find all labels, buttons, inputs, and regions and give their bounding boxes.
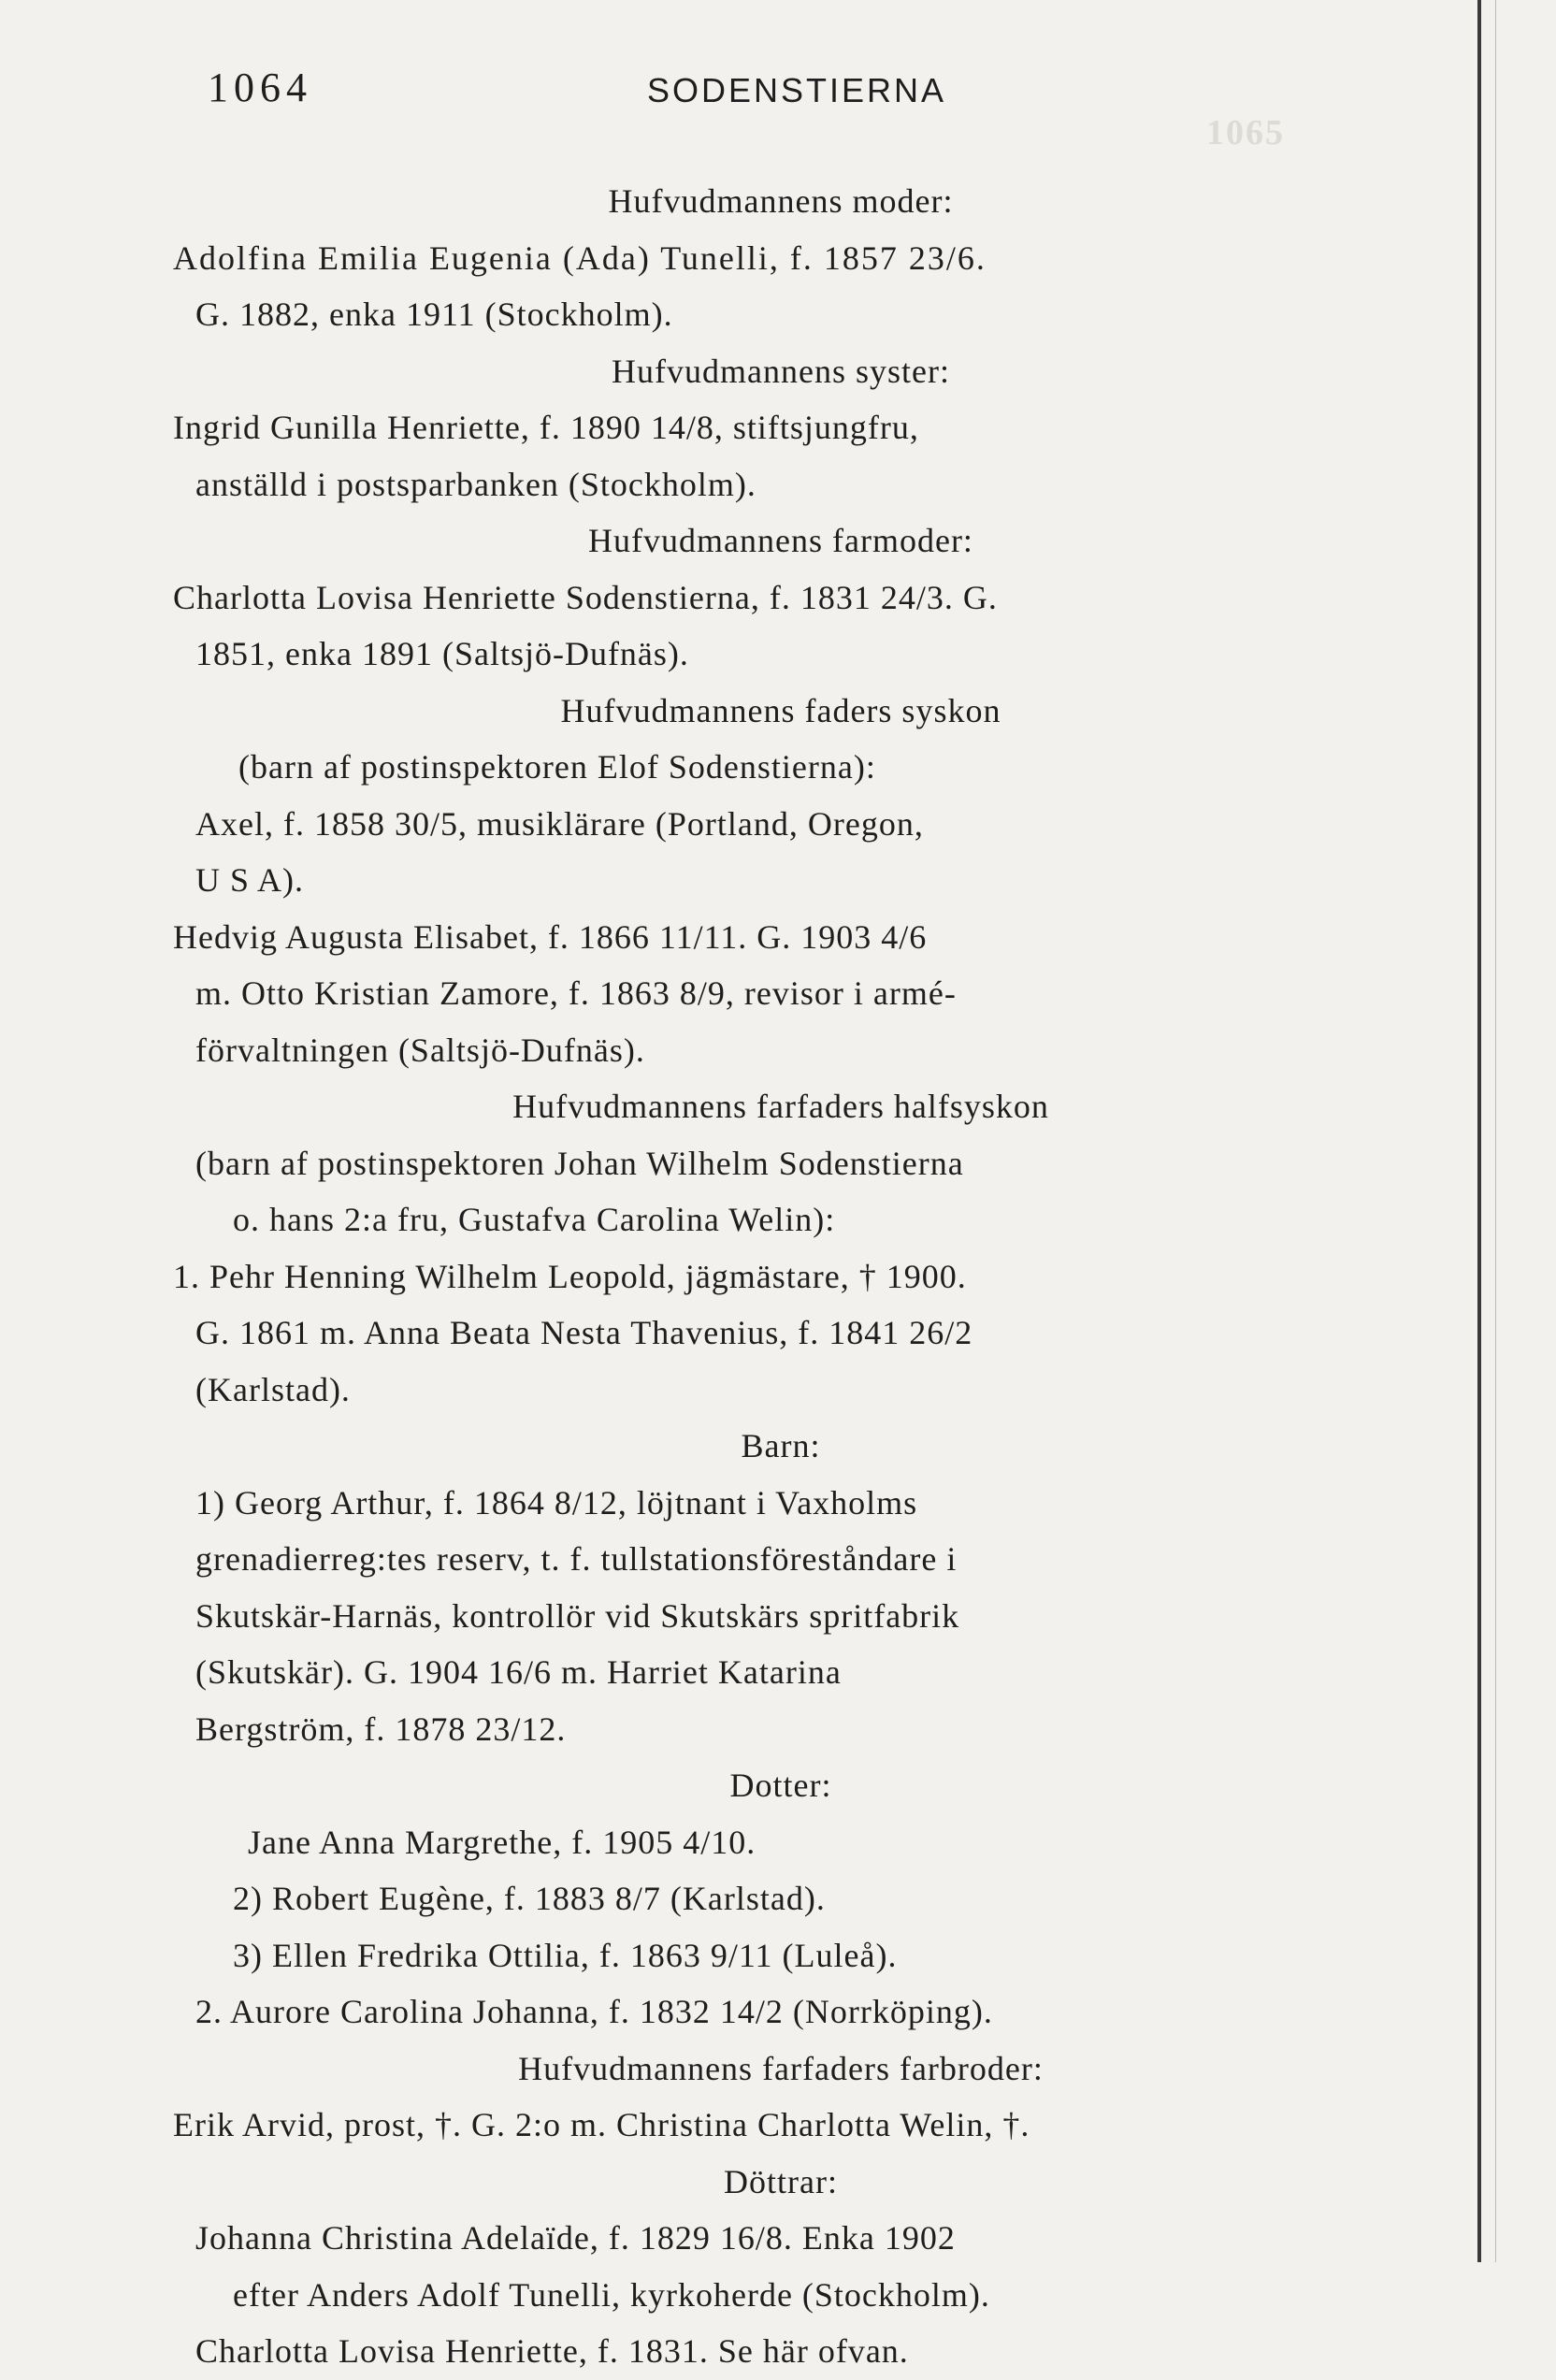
text-line: grenadierreg:tes reserv, t. f. tullstationsföreståndare i [195,1540,958,1578]
text-body [173,173,1389,2380]
page-edge [1477,0,1481,2262]
text-line: G. 1861 m. Anna Beata Nesta Thavenius, f. 1841 26/2 [195,1314,973,1351]
text-line: m. Otto Kristian Zamore, f. 1863 8/9, revisor i armé- [195,974,957,1012]
page-edge-line [1495,0,1496,2262]
text-line: 2) Robert Eugène, f. 1883 8/7 (Karlstad). [233,1880,826,1917]
text-line: Charlotta Lovisa Henriette, f. 1831. Se här ofvan. [195,2332,909,2370]
text-line: Hufvudmannens farmoder: [588,522,973,559]
text-line: Hedvig Augusta Elisabet, f. 1866 11/11. G. 1903 4/6 [173,917,928,956]
text-line: 1) Georg Arthur, f. 1864 8/12, löjtnant i Vaxholms [195,1483,918,1522]
text-line: Charlotta Lovisa Henriette Sodenstierna, f. 1831 24/3. G. [173,578,998,616]
text-line: (Skutskär). G. 1904 16/6 m. Harriet Katarina [195,1653,842,1691]
text-line: 2. Aurore Carolina Johanna, f. 1832 14/2 (Norrköping). [195,1993,993,2030]
text-line: Döttrar: [724,2162,838,2200]
text-line: Hufvudmannens farfaders halfsyskon [512,1088,1049,1125]
text-line: 1851, enka 1891 (Saltsjö-Dufnäs). [195,635,689,672]
text-line: efter Anders Adolf Tunelli, kyrkoherde (Stockholm). [233,2275,990,2314]
text-line: U S A). [195,861,305,899]
text-line: Ingrid Gunilla Henriette, f. 1890 14/8, stiftsjungfru, [173,409,919,446]
text-line: (barn af postinspektoren Elof Sodenstierna): [238,748,876,786]
text-line: Bergström, f. 1878 23/12. [195,1709,567,1748]
text-line: Barn: [741,1427,821,1464]
text-line: 3) Ellen Fredrika Ottilia, f. 1863 9/11 (Luleå). [233,1936,898,1974]
text-line: (barn af postinspektoren Johan Wilhelm Sodenstierna [195,1144,964,1182]
text-line: anställd i postsparbanken (Stockholm). [195,465,756,503]
text-line: Hufvudmannens farfaders farbroder: [518,2049,1044,2087]
text-line: Hufvudmannens faders syskon [560,691,1001,729]
text-line: Adolfina Emilia Eugenia (Ada) Tunelli, f. 1857 23/6. [173,238,987,277]
text-line: o. hans 2:a fru, Gustafva Carolina Welin): [233,1201,836,1238]
bleed-through-text: 1065 [1206,113,1285,152]
page-header [208,64,1395,129]
page-number: 1064 [208,65,312,110]
text-line: Erik Arvid, prost, †. G. 2:o m. Christina Charlotta Welin, †. [173,2106,1030,2143]
running-head: SODENSTIERNA [647,71,947,109]
text-line: Hufvudmannens syster: [612,352,950,390]
text-line: G. 1882, enka 1911 (Stockholm). [195,296,673,333]
text-line: Axel, f. 1858 30/5, musiklärare (Portland, Oregon, [195,804,924,843]
text-line: 1. Pehr Henning Wilhelm Leopold, jägmästare, † 1900. [173,1257,967,1295]
text-line: Johanna Christina Adelaïde, f. 1829 16/8. Enka 1902 [195,2219,956,2257]
text-line: förvaltningen (Saltsjö-Dufnäs). [195,1031,645,1069]
text-line: Hufvudmannens moder: [608,182,954,220]
text-line: Jane Anna Margrethe, f. 1905 4/10. [248,1823,756,1861]
text-line: Dotter: [729,1767,832,1804]
text-line: (Karlstad). [195,1370,351,1408]
text-line: Skutskär-Harnäs, kontrollör vid Skutskärs spritfabrik [195,1596,960,1635]
